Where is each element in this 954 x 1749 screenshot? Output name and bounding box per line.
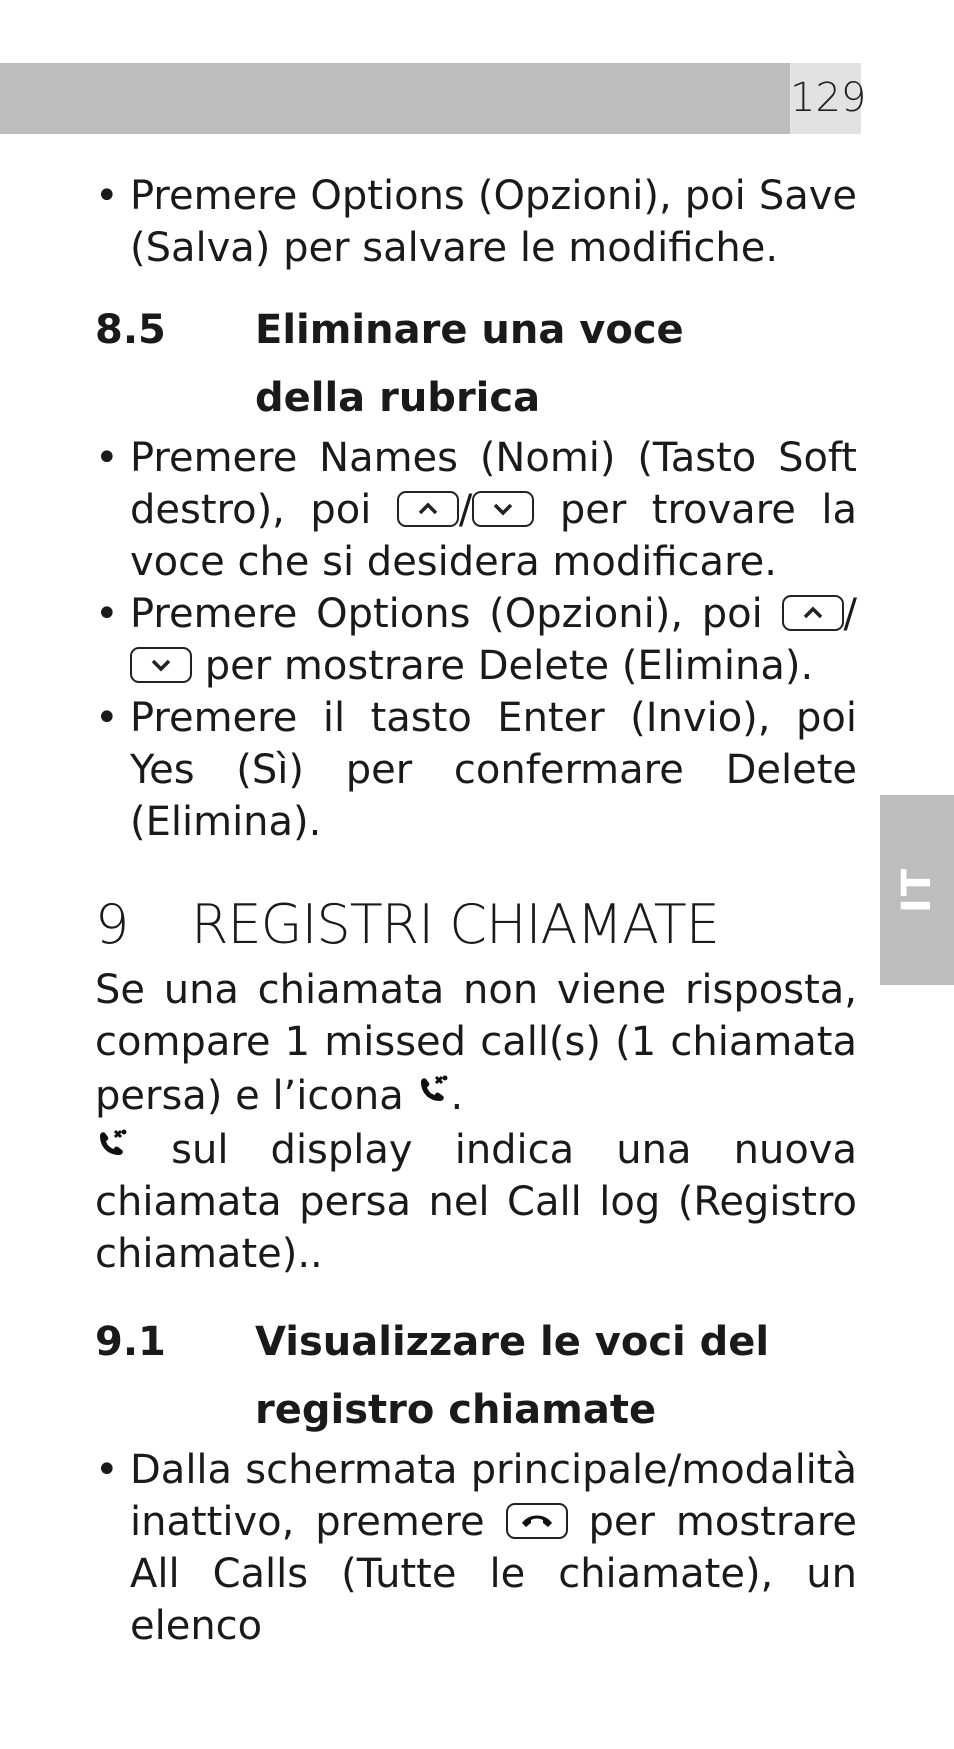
header-bar bbox=[0, 63, 790, 134]
chapter-number: 9 bbox=[95, 893, 129, 956]
bullet-dot: • bbox=[95, 173, 119, 219]
section-heading bbox=[95, 1308, 857, 1444]
section-9-1 bbox=[95, 1308, 857, 1652]
section-9 bbox=[95, 890, 857, 1280]
chapter-heading bbox=[95, 890, 857, 960]
bullet-text: Premere Names (Nomi) (Tasto Soft destro), poi bbox=[130, 435, 857, 533]
bullet-text: per mostrare Delete (Elimina). bbox=[204, 643, 814, 689]
down-arrow-key-icon bbox=[130, 647, 192, 683]
section-title-line1: Eliminare una voce bbox=[255, 307, 684, 353]
bullet-text: Premere Options (Opzioni), poi bbox=[130, 591, 763, 637]
paragraph-text: . bbox=[450, 1073, 464, 1119]
section-title-line2: registro chiamate bbox=[255, 1387, 657, 1433]
section-title-line2: della rubrica bbox=[255, 375, 541, 421]
bullet-text: Dalla schermata principale/modalità inattivo, premere bbox=[130, 1447, 857, 1545]
separator: / bbox=[843, 591, 857, 637]
call-log-key-icon bbox=[506, 1503, 568, 1539]
list-item bbox=[95, 588, 857, 692]
paragraph bbox=[95, 1122, 857, 1280]
chapter-title: REGISTRI CHIAMATE bbox=[191, 893, 719, 956]
list-item bbox=[95, 432, 857, 588]
paragraph-text: Se una chiamata non viene risposta, compare 1 missed call(s) (1 chiamata persa) e l’icona bbox=[95, 967, 857, 1119]
section-number: 8.5 bbox=[95, 307, 166, 353]
bullet-dot: • bbox=[95, 591, 119, 637]
missed-call-icon bbox=[416, 1068, 450, 1102]
missed-call-icon bbox=[95, 1122, 129, 1156]
down-arrow-key-icon bbox=[472, 491, 534, 527]
list-item bbox=[95, 1444, 857, 1652]
bullet-text: Premere il tasto Enter (Invio), poi Yes (Sì) per confermare Delete (Elimina). bbox=[130, 695, 857, 845]
paragraph-text: sul display indica una nuova chiamata persa nel Call log (Registro chiamate).. bbox=[95, 1127, 857, 1277]
intro-section bbox=[95, 170, 857, 274]
bullet-dot: • bbox=[95, 1447, 119, 1493]
bullet-text: per trovare la voce che si desidera modificare. bbox=[130, 487, 857, 585]
language-tab-label: IT bbox=[894, 866, 940, 914]
section-heading bbox=[95, 296, 857, 432]
list-item bbox=[95, 692, 857, 848]
paragraph bbox=[95, 964, 857, 1122]
section-number: 9.1 bbox=[95, 1319, 166, 1365]
up-arrow-key-icon bbox=[397, 491, 459, 527]
bullet-dot: • bbox=[95, 435, 119, 481]
section-title-line1: Visualizzare le voci del bbox=[255, 1319, 770, 1365]
page-number: 129 bbox=[790, 63, 861, 134]
section-8-5 bbox=[95, 296, 857, 848]
language-tab bbox=[880, 795, 954, 985]
bullet-text: per mostrare All Calls (Tutte le chiamate), un elenco bbox=[130, 1499, 857, 1649]
list-item bbox=[95, 170, 857, 274]
up-arrow-key-icon bbox=[782, 595, 844, 631]
bullet-dot: • bbox=[95, 695, 119, 741]
bullet-text: Premere Options (Opzioni), poi Save (Salva) per salvare le modifiche. bbox=[130, 173, 857, 271]
separator: / bbox=[458, 487, 473, 533]
